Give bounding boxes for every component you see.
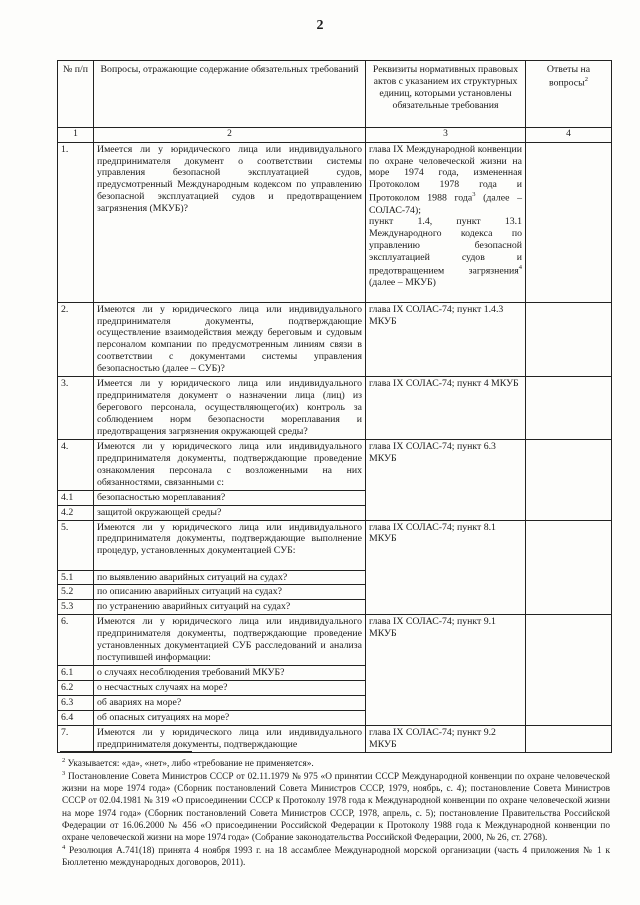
- sub-row-number: 6.3: [58, 695, 94, 710]
- footnote-text: Указывается: «да», «нет», либо «требование не применяется».: [65, 759, 314, 770]
- page-number: 2: [316, 18, 324, 33]
- row-requisites: глава IX СОЛАС-74; пункт 1.4.3 МКУБ: [366, 302, 526, 377]
- sub-row-question: по устранению аварийных ситуаций на судах?: [94, 600, 366, 615]
- sub-row-question: о несчастных случаях на море?: [94, 681, 366, 696]
- answer-cell[interactable]: [526, 615, 612, 726]
- footnote: [62, 844, 610, 869]
- row-number: 7.: [58, 725, 94, 752]
- answer-cell[interactable]: [526, 142, 612, 302]
- header-requisites: Реквизиты нормативных правовых актов с указанием их структурных единиц, которыми установлены обязательные требования: [366, 61, 526, 128]
- footnote: [62, 757, 610, 770]
- footnote-text: Постановление Совета Министров СССР от 02.11.1979 № 975 «О принятии СССР Международной конвенции по охране человеческой жизни на море 1974 года» (Сборник постановлений Совета Министров СССР, 1979, ноябрь, с. 4); постановление Совета Министров СССР от 02.04.1981 № 319 «О присоединении СССР к Протоколу 1978 года к Международной конвенции по охране человеческой жизни на море 1974 года» (Сборник постановлений Совета Министров СССР, 1978, апрель, с. 5); постановление Правительства Российской Федерации от 16.06.2000 № 456 «О присоединении Российской Федерации к Протоколу 1988 года к Международной конвенции по охране человеческой жизни на море 1974 года» (Собрание законодательства Российской Федерации, 2000, № 26, ст. 2768).: [62, 772, 610, 843]
- sub-row-question: о случаях несоблюдения требований МКУБ?: [94, 666, 366, 681]
- requirements-table: [57, 60, 612, 753]
- req-text: пункт 1.4, пункт 13.1 Международного кодекса по управлению безопасной эксплуатацией судов и предотвращением загрязнения: [369, 216, 522, 277]
- answer-cell[interactable]: [526, 377, 612, 440]
- row-requisites: глава IX СОЛАС-74; пункт 8.1 МКУБ: [366, 520, 526, 615]
- answer-cell[interactable]: [526, 520, 612, 615]
- header-question: Вопросы, отражающие содержание обязательных требований: [94, 61, 366, 128]
- sub-row-number: 5.1: [58, 570, 94, 585]
- sub-row-question: безопасностью мореплавания?: [94, 490, 366, 505]
- sub-row-question: по выявлению аварийных ситуаций на судах?: [94, 570, 366, 585]
- sub-row-number: 6.4: [58, 710, 94, 725]
- row-question: Имеется ли у юридического лица или индивидуального предпринимателя документ о назначении лица (лиц) из берегового персонала, осуществляющего(их) контроль за соблюдением норм безопасности мореплавания и предотвращения загрязнения окружающей среды?: [94, 377, 366, 440]
- req-text: (далее – МКУБ): [369, 277, 436, 289]
- footnote-ref: 3: [472, 191, 476, 199]
- row-number: 4.: [58, 439, 94, 490]
- footnote: [62, 770, 610, 844]
- row-number: 1.: [58, 142, 94, 302]
- table-row: [58, 377, 612, 440]
- footnotes: [62, 757, 610, 869]
- row-question: Имеются ли у юридического лица или индивидуального предпринимателя документы, подтверждающие осуществление взаимодействия между береговым и судовым персоналом компании по предусмотренным линиям связи в соответствии с документами системы управления безопасностью (далее – СУБ)?: [94, 302, 366, 377]
- table-row: [58, 520, 612, 570]
- table-row: [58, 725, 612, 752]
- table-row: [58, 142, 612, 302]
- row-requisites: [366, 142, 526, 302]
- row-number: 6.: [58, 615, 94, 666]
- row-number: 3.: [58, 377, 94, 440]
- req-text: (далее – СОЛАС-74);: [369, 192, 522, 216]
- row-requisites: глава IX СОЛАС-74; пункт 6.3 МКУБ: [366, 439, 526, 520]
- sub-row-number: 5.2: [58, 585, 94, 600]
- footnote-ref: 4: [518, 264, 522, 272]
- index-cell: 2: [94, 128, 366, 143]
- sub-row-question: об опасных ситуациях на море?: [94, 710, 366, 725]
- row-requisites: глава IX СОЛАС-74; пункт 9.1 МКУБ: [366, 615, 526, 726]
- sub-row-number: 6.1: [58, 666, 94, 681]
- sub-row-number: 5.3: [58, 600, 94, 615]
- sub-row-number: 4.2: [58, 505, 94, 520]
- row-number: 2.: [58, 302, 94, 377]
- footnote-marker: 4: [62, 843, 66, 851]
- sub-row-number: 6.2: [58, 681, 94, 696]
- row-question: Имеются ли у юридического лица или индивидуального предпринимателя документы, подтверждающие проведение установленных документацией СУБ расследований и анализа поступившей информации:: [94, 615, 366, 666]
- row-question: Имеются ли у юридического лица или индивидуального предпринимателя документы, подтверждающие проведение ознакомления персонала с возложенными на них обязанностями, связанными с:: [94, 439, 366, 490]
- answer-cell[interactable]: [526, 725, 612, 752]
- row-requisites: глава IX СОЛАС-74; пункт 4 МКУБ: [366, 377, 526, 440]
- sub-row-question: защитой окружающей среды?: [94, 505, 366, 520]
- header-answers: [526, 61, 612, 128]
- index-row: [58, 128, 612, 143]
- row-requisites: глава IX СОЛАС-74; пункт 9.2 МКУБ: [366, 725, 526, 752]
- answer-cell[interactable]: [526, 302, 612, 377]
- index-cell: 4: [526, 128, 612, 143]
- table-row: [58, 615, 612, 666]
- footnote-marker: 3: [62, 770, 66, 778]
- table-row: [58, 439, 612, 490]
- sub-row-question: по описанию аварийных ситуаций на судах?: [94, 585, 366, 600]
- footnote-marker: 2: [62, 757, 66, 764]
- sub-row-number: 4.1: [58, 490, 94, 505]
- row-number: 5.: [58, 520, 94, 570]
- row-question: Имеется ли у юридического лица или индивидуального предпринимателя документ о соответствии системы управления безопасной эксплуатацией судов, предусмотренный Международным кодексом по управлению безопасной эксплуатацией судов и предотвращением загрязнения (МКУБ)?: [94, 142, 366, 302]
- header-answers-footnote-ref: 2: [584, 75, 588, 83]
- header-answers-text: Ответы на вопросы: [546, 64, 591, 89]
- table-header-row: [58, 61, 612, 128]
- req-text: глава IX Международной конвенции по охране человеческой жизни на море 1974 года, измененная Протоколом 1978 года и Протоколом 1988 года: [369, 143, 522, 204]
- row-question: Имеются ли у юридического лица или индивидуального предпринимателя документы, подтверждающие выполнение процедур, установленных документацией СУБ:: [94, 520, 366, 570]
- sub-row-question: об авариях на море?: [94, 695, 366, 710]
- row-question: Имеются ли у юридического лица или индивидуального предпринимателя документы, подтверждающие: [94, 725, 366, 752]
- table-row: [58, 302, 612, 377]
- index-cell: 3: [366, 128, 526, 143]
- header-num: № п/п: [58, 61, 94, 128]
- footnote-text: Резолюция А.741(18) принята 4 ноября 1993 г. на 18 ассамблее Международной морской организации (часть 4 приложения № 1 к Бюллетеню международных договоров, 2011).: [62, 845, 610, 868]
- index-cell: 1: [58, 128, 94, 143]
- answer-cell[interactable]: [526, 439, 612, 520]
- footnote-divider: [60, 751, 192, 752]
